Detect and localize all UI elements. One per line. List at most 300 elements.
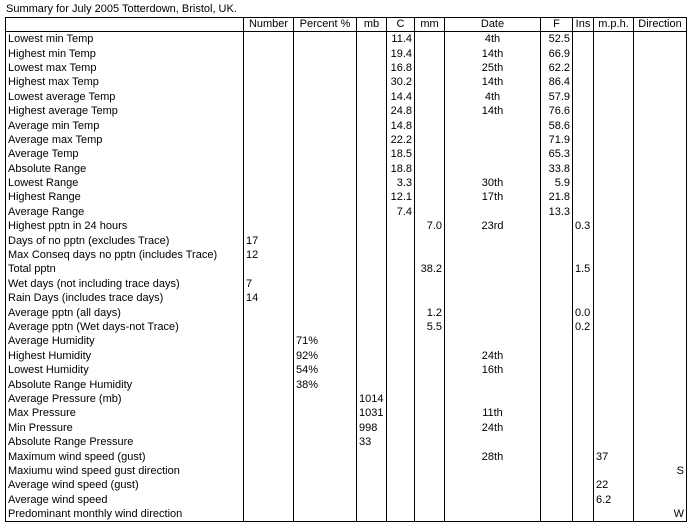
cell-date — [445, 291, 541, 305]
cell-mm — [415, 493, 445, 507]
cell-direction — [634, 233, 687, 247]
column-header-mm: mm — [415, 18, 445, 32]
cell-percent: 54% — [294, 363, 357, 377]
table-row — [6, 291, 687, 305]
cell-f: 13.3 — [541, 205, 573, 219]
cell-mph — [594, 61, 634, 75]
cell-percent — [294, 277, 357, 291]
cell-mb — [357, 291, 387, 305]
cell-mph — [594, 248, 634, 262]
cell-label: Maximum wind speed (gust) — [6, 449, 244, 463]
cell-percent — [294, 262, 357, 276]
cell-ins — [573, 421, 594, 435]
table-row — [6, 349, 687, 363]
cell-date — [445, 162, 541, 176]
cell-number — [244, 507, 294, 522]
column-header-date: Date — [445, 18, 541, 32]
cell-direction — [634, 75, 687, 89]
cell-percent — [294, 406, 357, 420]
cell-direction: W — [634, 507, 687, 522]
cell-date: 28th — [445, 449, 541, 463]
cell-mb — [357, 248, 387, 262]
cell-ins — [573, 363, 594, 377]
cell-f — [541, 392, 573, 406]
cell-direction — [634, 118, 687, 132]
cell-mb — [357, 133, 387, 147]
cell-f: 65.3 — [541, 147, 573, 161]
cell-f — [541, 305, 573, 319]
cell-f: 86.4 — [541, 75, 573, 89]
cell-date — [445, 478, 541, 492]
cell-mb — [357, 262, 387, 276]
cell-f: 76.6 — [541, 104, 573, 118]
cell-direction — [634, 291, 687, 305]
cell-percent — [294, 219, 357, 233]
cell-mb — [357, 493, 387, 507]
cell-ins — [573, 61, 594, 75]
cell-date: 24th — [445, 421, 541, 435]
cell-direction — [634, 90, 687, 104]
cell-c: 22.2 — [387, 133, 415, 147]
cell-label: Average max Temp — [6, 133, 244, 147]
cell-direction — [634, 363, 687, 377]
cell-mph — [594, 32, 634, 47]
cell-mm: 7.0 — [415, 219, 445, 233]
cell-ins — [573, 464, 594, 478]
table-row — [6, 464, 687, 478]
cell-mph — [594, 305, 634, 319]
cell-direction — [634, 61, 687, 75]
cell-percent — [294, 233, 357, 247]
cell-ins: 0.3 — [573, 219, 594, 233]
column-header-number: Number — [244, 18, 294, 32]
cell-mph — [594, 190, 634, 204]
cell-mb: 1014 — [357, 392, 387, 406]
cell-c — [387, 219, 415, 233]
cell-c — [387, 262, 415, 276]
cell-direction — [634, 349, 687, 363]
cell-percent — [294, 464, 357, 478]
cell-mph — [594, 233, 634, 247]
cell-number — [244, 334, 294, 348]
cell-date — [445, 305, 541, 319]
table-row — [6, 334, 687, 348]
cell-mm — [415, 421, 445, 435]
cell-mph — [594, 162, 634, 176]
cell-mph — [594, 75, 634, 89]
cell-mph — [594, 118, 634, 132]
cell-mm — [415, 75, 445, 89]
cell-mm — [415, 46, 445, 60]
cell-c — [387, 349, 415, 363]
cell-date — [445, 262, 541, 276]
cell-f — [541, 406, 573, 420]
cell-number — [244, 32, 294, 47]
cell-mm — [415, 90, 445, 104]
cell-number — [244, 176, 294, 190]
cell-c: 30.2 — [387, 75, 415, 89]
cell-direction — [634, 162, 687, 176]
cell-mm — [415, 277, 445, 291]
cell-date: 25th — [445, 61, 541, 75]
cell-number — [244, 478, 294, 492]
cell-f — [541, 320, 573, 334]
cell-percent — [294, 493, 357, 507]
table-row — [6, 248, 687, 262]
cell-date: 17th — [445, 190, 541, 204]
cell-mph — [594, 363, 634, 377]
cell-label: Highest Humidity — [6, 349, 244, 363]
cell-ins — [573, 507, 594, 522]
cell-f — [541, 363, 573, 377]
cell-number — [244, 449, 294, 463]
cell-label: Highest Range — [6, 190, 244, 204]
cell-c — [387, 507, 415, 522]
cell-number — [244, 219, 294, 233]
cell-percent — [294, 75, 357, 89]
cell-c — [387, 464, 415, 478]
cell-c — [387, 435, 415, 449]
cell-f: 66.9 — [541, 46, 573, 60]
cell-f: 33.8 — [541, 162, 573, 176]
cell-mb — [357, 176, 387, 190]
cell-mm — [415, 147, 445, 161]
cell-mph — [594, 507, 634, 522]
cell-c: 14.4 — [387, 90, 415, 104]
cell-label: Absolute Range — [6, 162, 244, 176]
table-row — [6, 507, 687, 522]
cell-f: 62.2 — [541, 61, 573, 75]
cell-f: 58.6 — [541, 118, 573, 132]
cell-f — [541, 277, 573, 291]
cell-label: Highest max Temp — [6, 75, 244, 89]
cell-percent — [294, 118, 357, 132]
cell-mph — [594, 464, 634, 478]
cell-mph — [594, 435, 634, 449]
cell-date: 23rd — [445, 219, 541, 233]
cell-direction — [634, 334, 687, 348]
cell-c: 18.8 — [387, 162, 415, 176]
table-header-row — [6, 18, 687, 32]
cell-f — [541, 449, 573, 463]
cell-mph — [594, 104, 634, 118]
cell-label: Average pptn (Wet days-not Trace) — [6, 320, 244, 334]
cell-label: Absolute Range Humidity — [6, 377, 244, 391]
cell-mm — [415, 478, 445, 492]
cell-number — [244, 435, 294, 449]
cell-ins — [573, 118, 594, 132]
cell-f — [541, 248, 573, 262]
cell-date — [445, 507, 541, 522]
cell-ins — [573, 392, 594, 406]
cell-ins — [573, 104, 594, 118]
table-row — [6, 61, 687, 75]
cell-c: 16.8 — [387, 61, 415, 75]
cell-mph — [594, 291, 634, 305]
cell-number — [244, 147, 294, 161]
cell-mb: 1031 — [357, 406, 387, 420]
cell-mph — [594, 262, 634, 276]
cell-f — [541, 233, 573, 247]
cell-ins — [573, 406, 594, 420]
cell-date: 4th — [445, 32, 541, 47]
cell-direction — [634, 406, 687, 420]
cell-mb — [357, 205, 387, 219]
cell-c — [387, 277, 415, 291]
cell-ins — [573, 277, 594, 291]
column-header-mph: m.p.h. — [594, 18, 634, 32]
cell-ins — [573, 334, 594, 348]
cell-date: 30th — [445, 176, 541, 190]
cell-label: Max Conseq days no pptn (includes Trace) — [6, 248, 244, 262]
cell-mph — [594, 205, 634, 219]
cell-label: Lowest min Temp — [6, 32, 244, 47]
cell-ins — [573, 162, 594, 176]
cell-c — [387, 334, 415, 348]
cell-mb: 998 — [357, 421, 387, 435]
cell-mb — [357, 349, 387, 363]
cell-mm — [415, 406, 445, 420]
cell-label: Days of no pptn (excludes Trace) — [6, 233, 244, 247]
cell-label: Average wind speed (gust) — [6, 478, 244, 492]
cell-date — [445, 435, 541, 449]
cell-number — [244, 305, 294, 319]
cell-mph — [594, 320, 634, 334]
cell-mm — [415, 334, 445, 348]
cell-f — [541, 291, 573, 305]
cell-mb — [357, 32, 387, 47]
cell-mm — [415, 363, 445, 377]
cell-ins — [573, 190, 594, 204]
table-row — [6, 90, 687, 104]
cell-f: 71.9 — [541, 133, 573, 147]
cell-direction — [634, 320, 687, 334]
cell-label: Average min Temp — [6, 118, 244, 132]
cell-mb — [357, 377, 387, 391]
cell-date — [445, 320, 541, 334]
cell-mph: 22 — [594, 478, 634, 492]
cell-ins: 0.2 — [573, 320, 594, 334]
cell-direction — [634, 262, 687, 276]
cell-label: Average Temp — [6, 147, 244, 161]
cell-direction — [634, 147, 687, 161]
cell-mb — [357, 61, 387, 75]
cell-date — [445, 118, 541, 132]
cell-number — [244, 133, 294, 147]
table-row — [6, 478, 687, 492]
cell-ins — [573, 90, 594, 104]
cell-mph: 6.2 — [594, 493, 634, 507]
column-header-label — [6, 18, 244, 32]
cell-mb — [357, 104, 387, 118]
cell-number — [244, 61, 294, 75]
cell-f — [541, 349, 573, 363]
cell-percent — [294, 162, 357, 176]
cell-label: Average Pressure (mb) — [6, 392, 244, 406]
cell-date: 24th — [445, 349, 541, 363]
cell-f — [541, 421, 573, 435]
table-row — [6, 277, 687, 291]
cell-c: 14.8 — [387, 118, 415, 132]
cell-ins: 1.5 — [573, 262, 594, 276]
table-row — [6, 219, 687, 233]
cell-f — [541, 334, 573, 348]
table-row — [6, 190, 687, 204]
cell-percent — [294, 104, 357, 118]
cell-percent — [294, 392, 357, 406]
cell-percent: 71% — [294, 334, 357, 348]
cell-f — [541, 464, 573, 478]
cell-label: Average Range — [6, 205, 244, 219]
column-header-percent: Percent % — [294, 18, 357, 32]
cell-mm — [415, 377, 445, 391]
cell-mb — [357, 320, 387, 334]
cell-percent — [294, 190, 357, 204]
cell-label: Max Pressure — [6, 406, 244, 420]
cell-f: 57.9 — [541, 90, 573, 104]
cell-mph — [594, 377, 634, 391]
cell-ins — [573, 493, 594, 507]
cell-direction: S — [634, 464, 687, 478]
cell-mm — [415, 233, 445, 247]
cell-number — [244, 118, 294, 132]
cell-direction — [634, 190, 687, 204]
cell-ins — [573, 75, 594, 89]
cell-mm — [415, 291, 445, 305]
cell-direction — [634, 219, 687, 233]
cell-label: Maxiumu wind speed gust direction — [6, 464, 244, 478]
cell-number: 12 — [244, 248, 294, 262]
cell-label: Highest min Temp — [6, 46, 244, 60]
cell-percent — [294, 90, 357, 104]
cell-number — [244, 320, 294, 334]
cell-ins: 0.0 — [573, 305, 594, 319]
cell-direction — [634, 46, 687, 60]
cell-f — [541, 435, 573, 449]
cell-number — [244, 262, 294, 276]
table-row — [6, 320, 687, 334]
cell-percent — [294, 32, 357, 47]
cell-f: 52.5 — [541, 32, 573, 47]
cell-direction — [634, 392, 687, 406]
cell-mb — [357, 449, 387, 463]
table-row — [6, 406, 687, 420]
cell-percent — [294, 176, 357, 190]
cell-date — [445, 233, 541, 247]
cell-mph — [594, 421, 634, 435]
cell-percent — [294, 205, 357, 219]
cell-number — [244, 349, 294, 363]
cell-direction — [634, 277, 687, 291]
cell-f — [541, 377, 573, 391]
cell-date — [445, 464, 541, 478]
cell-date: 11th — [445, 406, 541, 420]
cell-number — [244, 406, 294, 420]
cell-mb — [357, 147, 387, 161]
cell-percent — [294, 435, 357, 449]
cell-label: Lowest max Temp — [6, 61, 244, 75]
cell-direction — [634, 435, 687, 449]
cell-ins — [573, 377, 594, 391]
cell-mm: 38.2 — [415, 262, 445, 276]
cell-direction — [634, 133, 687, 147]
cell-date — [445, 147, 541, 161]
cell-percent — [294, 291, 357, 305]
cell-c: 18.5 — [387, 147, 415, 161]
cell-mm — [415, 190, 445, 204]
cell-mb — [357, 46, 387, 60]
cell-number — [244, 363, 294, 377]
cell-ins — [573, 176, 594, 190]
cell-direction — [634, 377, 687, 391]
cell-mph — [594, 90, 634, 104]
cell-f — [541, 493, 573, 507]
cell-date: 4th — [445, 90, 541, 104]
cell-number — [244, 162, 294, 176]
table-row — [6, 392, 687, 406]
table-row — [6, 205, 687, 219]
cell-c — [387, 248, 415, 262]
cell-ins — [573, 233, 594, 247]
cell-mb — [357, 334, 387, 348]
cell-mb: 33 — [357, 435, 387, 449]
cell-f — [541, 507, 573, 522]
table-row — [6, 32, 687, 47]
table-row — [6, 133, 687, 147]
cell-percent — [294, 61, 357, 75]
cell-direction — [634, 32, 687, 47]
cell-label: Highest average Temp — [6, 104, 244, 118]
cell-direction — [634, 421, 687, 435]
cell-mm — [415, 176, 445, 190]
cell-percent — [294, 478, 357, 492]
cell-ins — [573, 449, 594, 463]
table-row — [6, 118, 687, 132]
cell-c: 7.4 — [387, 205, 415, 219]
cell-ins — [573, 435, 594, 449]
table-row — [6, 363, 687, 377]
table-row — [6, 449, 687, 463]
cell-mph — [594, 219, 634, 233]
cell-percent — [294, 421, 357, 435]
cell-mb — [357, 277, 387, 291]
cell-c — [387, 291, 415, 305]
cell-date: 16th — [445, 363, 541, 377]
cell-label: Highest pptn in 24 hours — [6, 219, 244, 233]
cell-number — [244, 392, 294, 406]
table-row — [6, 421, 687, 435]
cell-mb — [357, 190, 387, 204]
cell-date — [445, 334, 541, 348]
table-row — [6, 104, 687, 118]
cell-mb — [357, 233, 387, 247]
cell-mm — [415, 248, 445, 262]
cell-number — [244, 46, 294, 60]
table-row — [6, 493, 687, 507]
cell-number — [244, 90, 294, 104]
cell-label: Average pptn (all days) — [6, 305, 244, 319]
cell-percent: 92% — [294, 349, 357, 363]
cell-mph — [594, 46, 634, 60]
table-row — [6, 435, 687, 449]
cell-number — [244, 205, 294, 219]
cell-label: Average Humidity — [6, 334, 244, 348]
cell-mm — [415, 392, 445, 406]
cell-direction — [634, 104, 687, 118]
table-row — [6, 162, 687, 176]
page-title: Summary for July 2005 Totterdown, Bristol, UK. — [6, 3, 237, 15]
cell-direction — [634, 493, 687, 507]
